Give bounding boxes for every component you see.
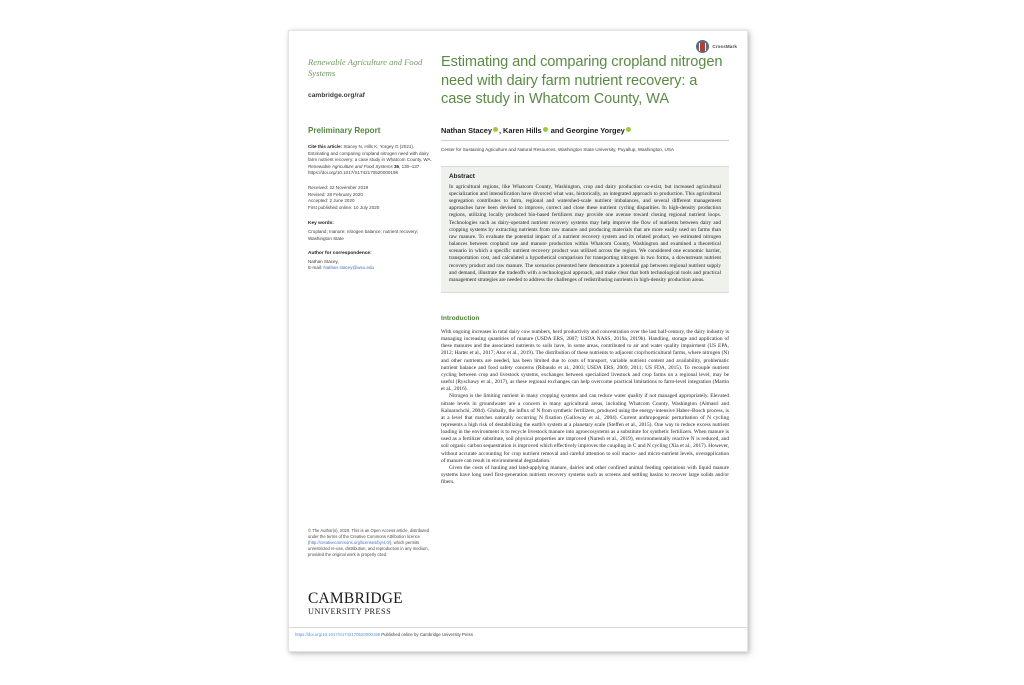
- citation-volume: 36: [394, 163, 400, 169]
- article-type-label: Preliminary Report: [308, 126, 381, 135]
- introduction-heading: Introduction: [441, 314, 480, 322]
- licence-text-part1: © The Author(s), 2020. This is an Open Access article, distributed under the terms of the Creative Commons Attribution licence (: [308, 528, 430, 546]
- licence-text-part2: ), which permits unrestricted re-use, distribution, and reproduction in any medium, provided the original work is properly cited.: [308, 540, 429, 558]
- keywords-label: Key words:: [308, 221, 334, 227]
- citation-text: Stacey N, Hills K, Yorgey G (2021). Estimating and comparing cropland nitrogen need with dairy farm nutrient recovery: a case study in Whatcom County, WA.: [308, 144, 432, 163]
- crossmark-icon: [696, 40, 709, 53]
- abstract-heading: Abstract: [449, 172, 475, 180]
- cambridge-university-press-logo: [308, 591, 432, 617]
- journal-name: Renewable Agriculture and Food Systems: [308, 57, 423, 78]
- orcid-icon[interactable]: [493, 127, 498, 132]
- sidebar-rail: [308, 57, 432, 280]
- press-name-line1: CAMBRIDGE: [308, 590, 403, 607]
- date-accepted: Accepted: 2 June 2020: [308, 198, 355, 204]
- author-name-1: Nathan Stacey: [441, 125, 492, 135]
- licence-link[interactable]: http://creativecommons.org/licenses/by/4.0/: [309, 540, 390, 546]
- correspondence-email-label: E-mail:: [308, 265, 323, 271]
- correspondence-block: [308, 251, 432, 272]
- abstract-section: [441, 166, 729, 293]
- crossmark-badge[interactable]: [696, 40, 737, 53]
- introduction-paragraph-3: Given the costs of hauling and land-applying manure, dairies and other confined animal feeding operations with liquid manure systems have long used first-generation nutrient recovery systems such as screens and settling basins to recover large solids and/or fibers.: [441, 464, 729, 486]
- keywords-text: Cropland; manure; nitrogen balance; nutrient recovery; Washington State: [308, 228, 419, 241]
- author-affiliation: Center for Sustaining Agriculture and Natural Resources, Washington State University, Puyallup, Washington, USA: [441, 146, 674, 152]
- licence-block: [308, 528, 432, 558]
- citation-block: Cite this article: Stacey N, Hills K, Yorgey G (2021). Estimating and comparing cropland nitrogen need with dairy farm nutrient recovery: a case study in Whatcom County, WA. Renewable Agriculture and Food Systems 36, 130–137. https://doi.org/10.1017/S1742170520000198: [308, 144, 432, 176]
- correspondence-name: Nathan Stacey,: [308, 258, 339, 264]
- citation-pages: 130–137.: [401, 163, 421, 169]
- authors-line: Nathan Stacey , Karen Hills and Georgine Yorgey: [441, 126, 729, 141]
- citation-label: Cite this article:: [308, 144, 343, 149]
- date-received: Received: 22 November 2019: [308, 184, 369, 190]
- footer-doi-link[interactable]: https://doi.org/10.1017/S1742170520000198: [295, 632, 381, 637]
- correspondence-email-link[interactable]: Nathan.stacey@wsu.edu: [323, 265, 375, 271]
- press-name-line2: UNIVERSITY PRESS: [308, 607, 392, 616]
- author-name-3: Georgine Yorgey: [565, 125, 625, 135]
- abstract-text: In agricultural regions, like Whatcom County, Washington, crop and dairy production co-exist, but increased agricultural specialization and intensification have divorced what was, historically, an integrated approach to production. This agricultural segregation contributes to farm, regional and watershed-scale nutrient imbalances, and several different management approaches have been devised to improve, correct and close these nutrient cycling disparities. In high-density production regions, utilizing locally produced bio-based fertilizers may provide one avenue toward closing regional nutrient loops. Technologies such as dairy-operated nutrient recovery systems may help improve the flow of nutrients between dairy and cropping systems by extracting nutrients from raw manure and producing materials that are more easily used on farms than raw manure. To evaluate the potential impact of a nutrient recovery system and its related product, we estimated nitrogen balances between cropland use and manure production within Whatcom County, Washington and examined a theoretical scenario in which a specific nutrient recovery product was utilized across the region. We considered one economic barrier, transportation cost, and calculated a hypothetical comparison for transporting nitrogen in two forms, a downstream nutrient recovery product and raw manure. The scenarios presented here demonstrate a potential gap between regional nutrient supply and demand, illustrate the tradeoffs with a technological approach, and make clear that both technological tools and practical management strategies are needed to address the challenges of redistributing nutrients in high-density production areas.: [449, 183, 721, 283]
- introduction-paragraph-1: With ongoing increases in total dairy cow numbers, herd productivity and concentration over the last half-century, the dairy industry is managing increasing quantities of manure (USDA ERS, 2007; USDA NASS, 2019a, 2019b). Handling, storage and application of these manures and the associated nutrients to soils have, in some areas, contributed to air and water quality impairment (US EPA, 2012; Harter et al., 2017; Ator et al., 2019). The distribution of these nutrients to adjacent crop/horticultural farms, where nitrogen (N) and other nutrients are needed, has been limited due to costs of transport, variable nutrient content and availability, problematic nutrient balance and food safety concerns (Ribaudo et al., 2003; USDA ERS, 2009, 2011; US FDA, 2015). To recouple nutrient cycling between crop and livestock systems, exchanges between specialized livestock and crop farms on a regional level, may be useful (Ryschawy et al., 2017), as these regional exchanges can help overcome practical limitations to farm-level integration (Martin et al., 2016).: [441, 328, 729, 393]
- orcid-icon[interactable]: [626, 127, 631, 132]
- date-published-online: First published online: 10 July 2020: [308, 204, 380, 210]
- page-footer: [289, 627, 747, 637]
- journal-website-link[interactable]: cambridge.org/raf: [308, 92, 365, 99]
- crossmark-label: CrossMark: [712, 44, 737, 49]
- paper-page: [288, 30, 748, 652]
- introduction-paragraph-2: Nitrogen is the limiting nutrient in many cropping systems and can reduce water quality if not managed appropriately. Elevated nitrate levels in groundwater are a concern in many agricultural areas, including Whatcom County, Washington (Almasri and Kaluarachchi, 2004). Globally, the influx of N from synthetic fertilizers, produced using the energy-intensive Haber–Bosch process, is at a level that matches naturally occurring N fixation (Galloway et al., 2004). Current anthropogenic perturbation of N cycling represents a high risk of destabilizing the earth's system at a planetary scale (Steffen et al., 2015). One way to reduce excess nutrient loading in the environment is to recycle livestock manure into agroecosystems as a substitute for synthetic fertilizers. When manure is used as a fertilizer substitute, soil physical properties are improved (Naresh et al., 2019), environmentally reactive N is reduced, and soil organic carbon sequestration is improved which effectively improves the coupling in C and N cycling (Xia et al., 2017). However, without accurate accounting for crop nutrient removal and careful attention to soil macro- and micro-nutrient levels, overapplication of manure can result in environmental degradation.: [441, 393, 729, 464]
- correspondence-label: Author for correspondence:: [308, 251, 372, 257]
- footer-published-text: Published online by Cambridge University Press: [380, 632, 473, 637]
- article-main-column: [441, 53, 729, 486]
- author-name-2: Karen Hills: [503, 125, 542, 135]
- publication-dates: [308, 185, 432, 211]
- page-title: Estimating and comparing cropland nitrogen need with dairy farm nutrient recovery: a case study in Whatcom County, WA: [441, 54, 723, 108]
- citation-journal: Renewable Agriculture and Food Systems: [308, 163, 393, 169]
- citation-doi[interactable]: https://doi.org/10.1017/S1742170520000198: [308, 170, 399, 176]
- date-revised: Revised: 28 February 2020: [308, 191, 363, 197]
- keywords-block: [308, 221, 432, 242]
- orcid-icon[interactable]: [543, 127, 548, 132]
